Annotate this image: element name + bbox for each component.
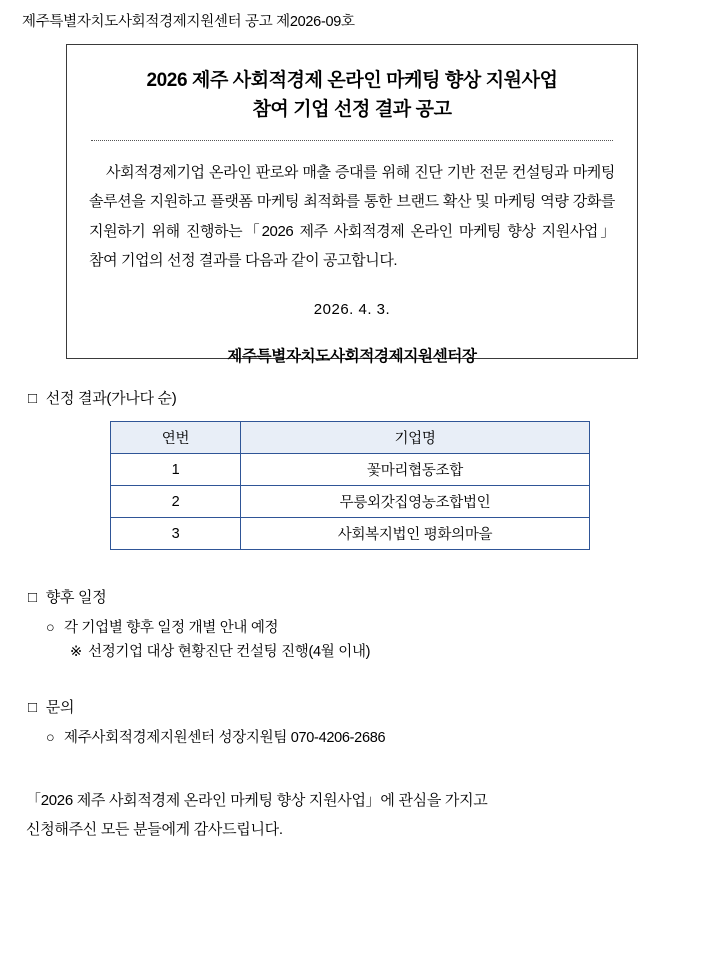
closing-line2: 신청해주신 모든 분들에게 감사드립니다. bbox=[26, 821, 283, 839]
list-item bbox=[46, 617, 370, 639]
circle-bullet-icon: ○ bbox=[46, 620, 55, 636]
closing-paragraph bbox=[26, 786, 646, 845]
table-row bbox=[111, 454, 590, 486]
section-heading-schedule bbox=[28, 586, 106, 607]
cell-no: 1 bbox=[111, 454, 241, 486]
document-header-number: 제주특별자치도사회적경제지원센터 공고 제2026-09호 bbox=[22, 14, 355, 30]
checkbox-mark-icon: □ bbox=[28, 589, 37, 606]
column-header-no: 연번 bbox=[111, 422, 241, 454]
cell-no: 3 bbox=[111, 518, 241, 550]
title-divider bbox=[91, 140, 613, 141]
list-item-note-label: 선정기업 대상 현황진단 컨설팅 진행(4월 이내) bbox=[88, 644, 371, 661]
cell-no: 2 bbox=[111, 486, 241, 518]
contact-list bbox=[46, 727, 385, 749]
notice-title-line2: 참여 기업 선정 결과 공고 bbox=[252, 98, 452, 120]
cell-company: 꽃마리협동조합 bbox=[241, 454, 590, 486]
notice-title bbox=[89, 67, 615, 124]
checkbox-mark-icon: □ bbox=[28, 390, 37, 407]
cell-company: 사회복지법인 평화의마을 bbox=[241, 518, 590, 550]
section-label-contact: 문의 bbox=[45, 699, 75, 716]
selection-result-table bbox=[110, 421, 590, 550]
contact-info-label: 제주사회적경제지원센터 성장지원팀 070-4206-2686 bbox=[64, 730, 386, 746]
list-item-label: 각 기업별 향후 일정 개별 안내 예정 bbox=[64, 620, 279, 636]
table-row bbox=[111, 486, 590, 518]
list-item-note bbox=[46, 639, 370, 667]
notice-body-text: 사회적경제기업 온라인 판로와 매출 증대를 위해 진단 기반 전문 컨설팅과 마케팅 솔루션을 지원하고 플랫폼 마케팅 최적화를 통한 브랜드 확산 및 마케팅 역량 강화를 지원하기 위해 진행하는「2026 제주 사회적경제 온라인 마케팅 향상 지원사업」참여 기업의 선정 결과를 다음과 같이 공고합니다. bbox=[89, 164, 615, 269]
section-label-schedule: 향후 일정 bbox=[45, 589, 107, 606]
section-heading-result bbox=[28, 387, 176, 408]
closing-line1: 「2026 제주 사회적경제 온라인 마케팅 향상 지원사업」에 관심을 가지고 bbox=[26, 792, 488, 809]
section-heading-contact bbox=[28, 696, 74, 717]
schedule-list bbox=[46, 617, 370, 667]
table-header-row bbox=[111, 422, 590, 454]
notice-title-line1: 2026 제주 사회적경제 온라인 마케팅 향상 지원사업 bbox=[146, 70, 558, 91]
notice-signer: 제주특별자치도사회적경제지원센터장 bbox=[227, 348, 477, 365]
table-row bbox=[111, 518, 590, 550]
reference-mark-icon: ※ bbox=[70, 644, 82, 661]
circle-bullet-icon: ○ bbox=[46, 730, 55, 746]
column-header-company: 기업명 bbox=[241, 422, 590, 454]
list-item bbox=[46, 727, 385, 749]
notice-box bbox=[66, 44, 638, 365]
checkbox-mark-icon: □ bbox=[28, 699, 37, 716]
cell-company: 무릉외갓집영농조합법인 bbox=[241, 486, 590, 518]
notice-date: 2026. 4. 3. bbox=[313, 301, 391, 318]
section-label-result: 선정 결과(가나다 순) bbox=[45, 390, 177, 407]
